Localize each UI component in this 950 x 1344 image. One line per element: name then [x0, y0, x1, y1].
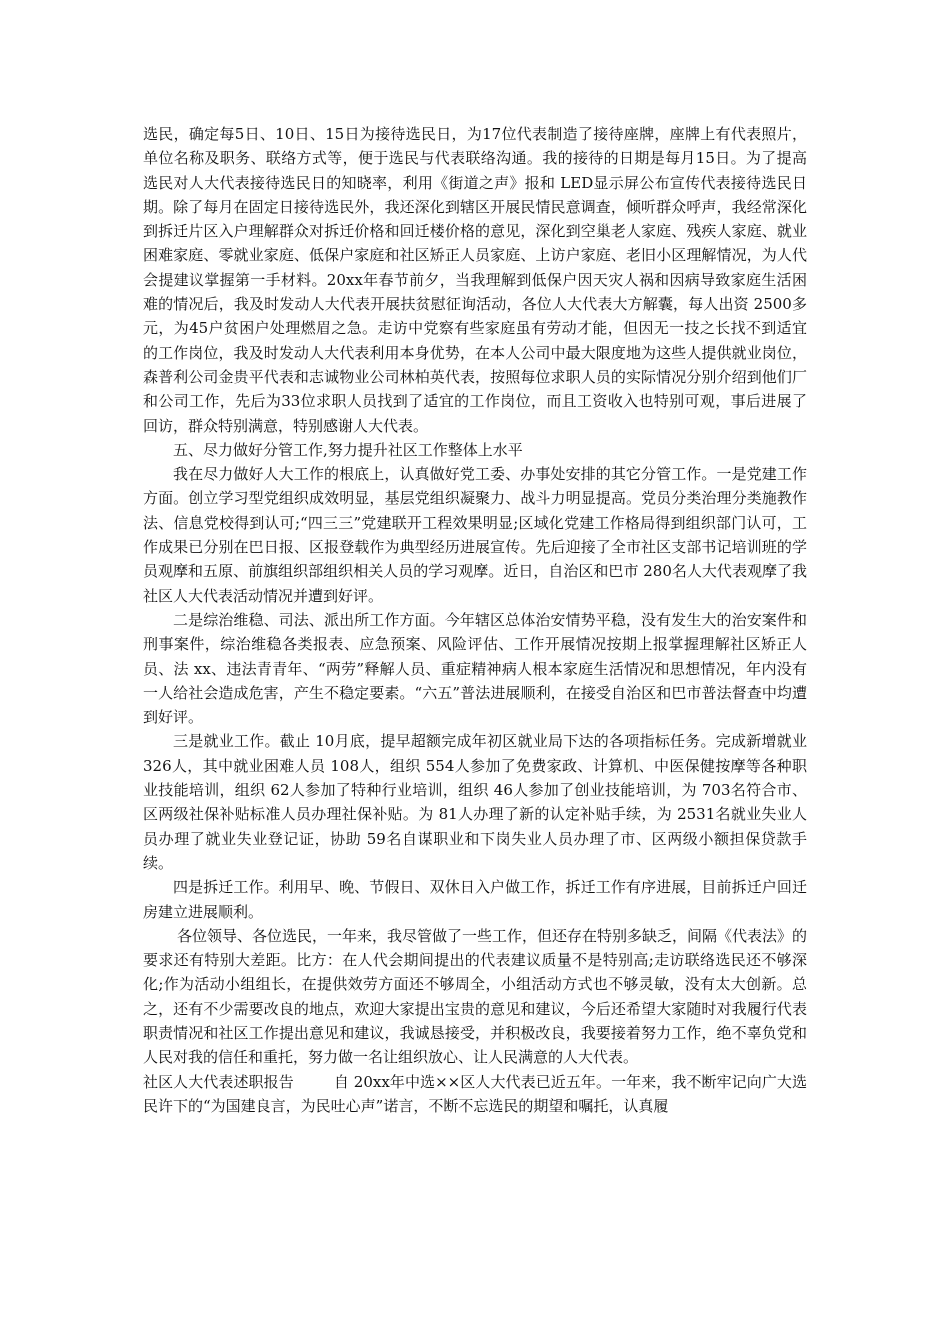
- paragraph-demolition: 四是拆迁工作。利用早、晚、节假日、双休日入户做工作，拆迁工作有序进展，目前拆迁户回迁房建立进展顺利。: [143, 878, 807, 921]
- paragraph-party-building: 我在尽力做好人大工作的根底上，认真做好党工委、办事处安排的其它分管工作。一是党建工作方面。创立学习型党组织成效明显，基层党组织凝聚力、战斗力明显提高。党员分类治理分类施教作法、信息党校得到认可;“四三三”党建联开工程效果明显;区域化党建工作格局得到组织部门认可，工作成果已分别在巴日报、区报登载作为典型经历进展宣传。先后迎接了全市社区支部书记培训班的学员观摩和五原、前旗组织部组织相关人员的学习观摩。近日，自治区和巴市 280名人大代表观摩了我社区人大代表活动情况并遭到好评。: [143, 465, 807, 605]
- document-page: [143, 122, 807, 1118]
- report-opening: 自 20xx年中选××区人大代表已近五年。一年来，我不断牢记向广大选民许下的“为国建良言，为民吐心声”诺言，不断不忘选民的期望和嘱托，认真履: [143, 1072, 807, 1115]
- paragraph-conclusion: 各位领导、各位选民，一年来，我尽管做了一些工作，但还存在特别多缺乏，间隔《代表法》的要求还有特别大差距。比方：在人代会期间提出的代表建议质量不是特别高;走访联络选民还不够深化;作为活动小组组长，在提供效劳方面还不够周全，小组活动方式也不够灵敏，没有太大创新。总之，还有不少需要改良的地点，欢迎大家提出宝贵的意见和建议，今后还希望大家随时对我履行代表职责情况和社区工作提出意见和建议，我诚恳接受，并积极改良，我要接着努力工作，绝不辜负党和人民对我的信任和重托，努力做一名让组织放心、让人民满意的人大代表。: [143, 926, 808, 1067]
- report-title: 社区人大代表述职报告: [143, 1072, 294, 1091]
- paragraph-reception-days: 选民，确定每5日、10日、15日为接待选民日，为17位代表制造了接待座牌，座牌上有代表照片，单位名称及职务、联络方式等，便于选民与代表联络沟通。我的接待的日期是每月15日。为了提高选民对人大代表接待选民日的知晓率，利用《街道之声》报和 LED显示屏公布宣传代表接待选民日期。除了每月在固定日接待选民外，我还深化到辖区开展民情民意调查，倾听群众呼声，我经常深化到拆迁片区入户理解群众对拆迁价格和回迁楼价格的意见，深化到空巢老人家庭、残疾人家庭、就业困难家庭、零就业家庭、低保户家庭和社区矫正人员家庭、上访户家庭、老旧小区理解情况，为人代会提建议掌握第一手材料。20xx年春节前夕，当我理解到低保户因天灾人祸和因病导致家庭生活困难的情况后，我及时发动人大代表开展扶贫慰征询活动，各位人大代表大方解囊，每人出资 2500多元，为45户贫困户处理燃眉之急。走访中党察有些家庭虽有劳动才能，但因无一技之长找不到适宜的工作岗位，我及时发动人大代表利用本身优势，在本人公司中最大限度地为这些人提供就业岗位，森普利公司金贵平代表和志诚物业公司林柏英代表，按照每位求职人员的实际情况分别介绍到他们厂和公司工作，先后为33位求职人员找到了适宜的工作岗位，而且工资收入也特别可观，事后进展了回访，群众特别满意，特别感谢人大代表。: [143, 125, 807, 435]
- paragraph-employment: 三是就业工作。截止 10月底，提早超额完成年初区就业局下达的各项指标任务。完成新增就业 326人，其中就业困难人员 108人，组织 554人参加了免费家政、计算机、中医保健按摩等各种职业技能培训，组织 62人参加了特种行业培训，组织 46人参加了创业技能培训，为 703名符合市、区两级社保补贴标准人员办理社保补贴。为 81人办理了新的认定补贴手续，为 2531名就业失业人员办理了就业失业登记证，协助 59名自谋职业和下岗失业人员办理了市、区两级小额担保贷款手续。: [143, 732, 807, 872]
- paragraph-stability: 二是综治维稳、司法、派出所工作方面。今年辖区总体治安情势平稳，没有发生大的治安案件和刑事案件，综治维稳各类报表、应急预案、风险评估、工作开展情况按期上报掌握理解社区矫正人员、法 xx、违法青青年、“两劳”释解人员、重症精神病人根本家庭生活情况和思想情况，年内没有一人给社会造成危害，产生不稳定要素。“六五”普法进展顺利，在接受自治区和巴市普法督查中均遭到好评。: [143, 610, 807, 727]
- section-heading-five: 五、尽力做好分管工作,努力提升社区工作整体上水平: [173, 440, 523, 459]
- next-report-intro: [143, 1070, 807, 1119]
